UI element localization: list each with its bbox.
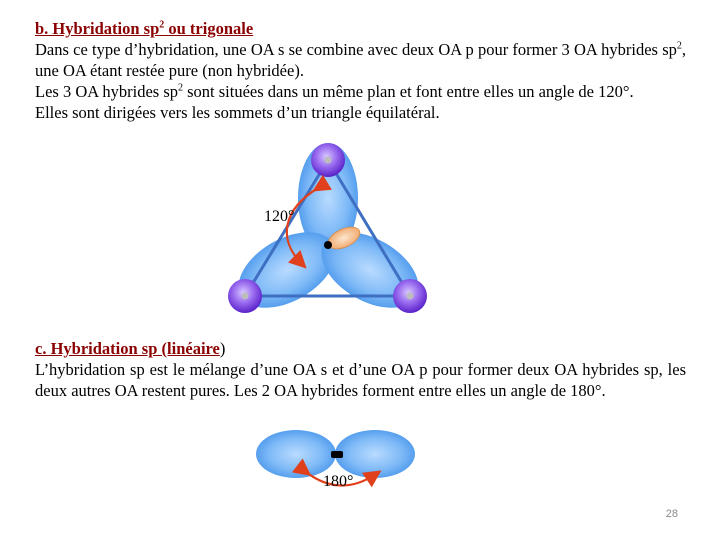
section-c-heading: c. Hybridation sp (linéaire [35,339,220,358]
section-c [35,338,686,401]
sp-lobe-right [335,430,415,478]
vertex-dot-right [407,293,414,300]
central-atom [324,241,332,249]
section-b-paragraph-3: Elles sont dirigées vers les sommets d’un triangle équilatéral. [35,103,440,122]
section-b-paragraph-1: Dans ce type d’hybridation, une OA s se combine avec deux OA p pour former 3 OA hybrides $sp^2$, une OA étant restée pure (non hybridée). [35,40,686,80]
section-c-paragraph-1: L’hybridation sp est le mélange d’une OA s et d’une OA p pour former deux OA hybrides sp, les deux autres OA restent pures. Les 2 OA hybrides forment entre elles un angle de 180°. [35,360,686,400]
vertex-dot-top [325,157,332,164]
section-c-title: c. Hybridation sp (linéaire) [35,339,226,358]
section-b-paragraph-2: Les 3 OA hybrides $sp^2$ sont situées dans un même plan et font entre elles un angle de 120°. [35,82,634,101]
page-number: 28 [665,508,678,520]
angle-label-120: 120° [264,208,295,225]
angle-label-180: 180° [323,473,354,490]
sp-central-atom [331,451,343,458]
sp-lobe-left [256,430,336,478]
sp2-diagram [226,143,432,323]
section-b-heading: b. Hybridation $sp^2$ ou trigonale [35,19,254,38]
vertex-dot-left [242,293,249,300]
